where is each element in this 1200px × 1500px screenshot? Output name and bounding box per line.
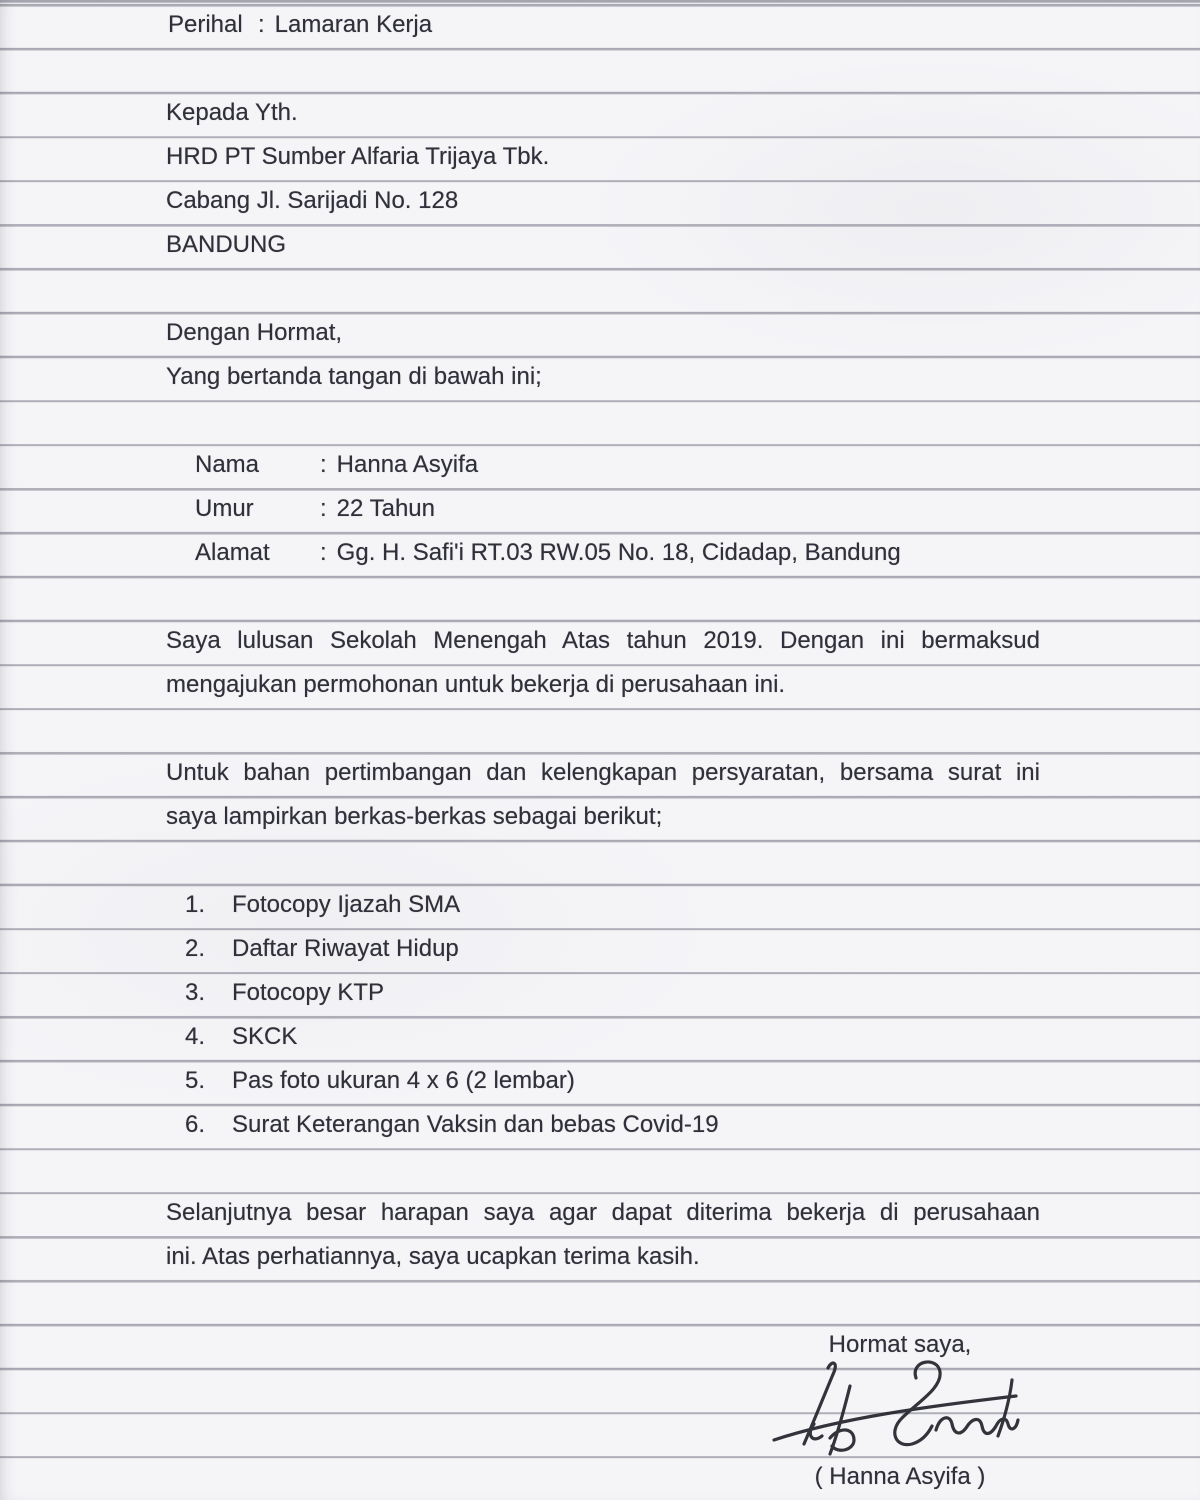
- applicant-age-label: Umur: [195, 495, 254, 522]
- subject-value: Lamaran Kerja: [274, 11, 433, 38]
- applicant-address-value: Gg. H. Safi'i RT.03 RW.05 No. 18, Cidadap, Bandung: [336, 539, 901, 566]
- closing-paragraph-line-1: Selanjutnya besar harapan saya agar dapat diterima bekerja di perusahaan: [166, 1199, 1040, 1226]
- applicant-name-label: Nama: [195, 451, 260, 478]
- opening-salutation: Dengan Hormat,: [166, 319, 343, 346]
- attachment-item-5: [185, 1059, 575, 1103]
- subject-label: Perihal: [168, 11, 243, 38]
- attachment-text-2: Daftar Riwayat Hidup: [232, 935, 459, 962]
- attachment-text-4: SKCK: [232, 1023, 298, 1050]
- attachment-item-3: [185, 971, 384, 1015]
- applicant-age-row: [195, 487, 435, 531]
- attachment-number-1: 1.: [185, 891, 206, 918]
- recipient-line-3: Cabang Jl. Sarijadi No. 128: [166, 187, 459, 214]
- attachment-number-3: 3.: [185, 979, 206, 1006]
- applicant-address-row: [195, 531, 901, 575]
- recipient-line-2: HRD PT Sumber Alfaria Trijaya Tbk.: [166, 143, 550, 170]
- applicant-age-value: 22 Tahun: [336, 495, 435, 522]
- closing-paragraph-line-2: ini. Atas perhatiannya, saya ucapkan terima kasih.: [166, 1243, 700, 1270]
- intro-paragraph-line-1: Saya lulusan Sekolah Menengah Atas tahun 2019. Dengan ini bermaksud: [166, 627, 1040, 654]
- handwritten-signature-scribble: [770, 1354, 1020, 1458]
- signature-salutation: Hormat saya,: [828, 1331, 972, 1358]
- attachment-item-6: [185, 1103, 719, 1147]
- attachment-text-5: Pas foto ukuran 4 x 6 (2 lembar): [232, 1067, 575, 1094]
- attachment-number-2: 2.: [185, 935, 206, 962]
- recipient-line-1: Kepada Yth.: [166, 99, 298, 126]
- applicant-address-label: Alamat: [195, 539, 270, 566]
- attachment-number-4: 4.: [185, 1023, 206, 1050]
- attachments-paragraph-line-2: saya lampirkan berkas-berkas sebagai berikut;: [166, 803, 663, 830]
- opening-statement: Yang bertanda tangan di bawah ini;: [166, 363, 542, 390]
- attachment-item-1: [185, 883, 460, 927]
- signature-name: ( Hanna Asyifa ): [814, 1463, 986, 1490]
- applicant-name-value: Hanna Asyifa: [336, 451, 479, 478]
- intro-paragraph-line-2: mengajukan permohonan untuk bekerja di perusahaan ini.: [166, 671, 786, 698]
- applicant-address-separator: :: [320, 539, 327, 566]
- applicant-name-separator: :: [320, 451, 327, 478]
- subject-separator: :: [258, 11, 265, 38]
- attachment-item-4: [185, 1015, 297, 1059]
- attachment-text-1: Fotocopy Ijazah SMA: [232, 891, 461, 918]
- attachment-text-3: Fotocopy KTP: [232, 979, 385, 1006]
- attachment-number-5: 5.: [185, 1067, 206, 1094]
- recipient-line-4: BANDUNG: [166, 231, 287, 258]
- subject-line: [168, 3, 432, 47]
- attachment-text-6: Surat Keterangan Vaksin dan bebas Covid-19: [232, 1111, 719, 1138]
- applicant-name-row: [195, 443, 478, 487]
- applicant-age-separator: :: [320, 495, 327, 522]
- attachment-item-2: [185, 927, 459, 971]
- attachments-paragraph-line-1: Untuk bahan pertimbangan dan kelengkapan persyaratan, bersama surat ini: [166, 759, 1040, 786]
- attachment-number-6: 6.: [185, 1111, 206, 1138]
